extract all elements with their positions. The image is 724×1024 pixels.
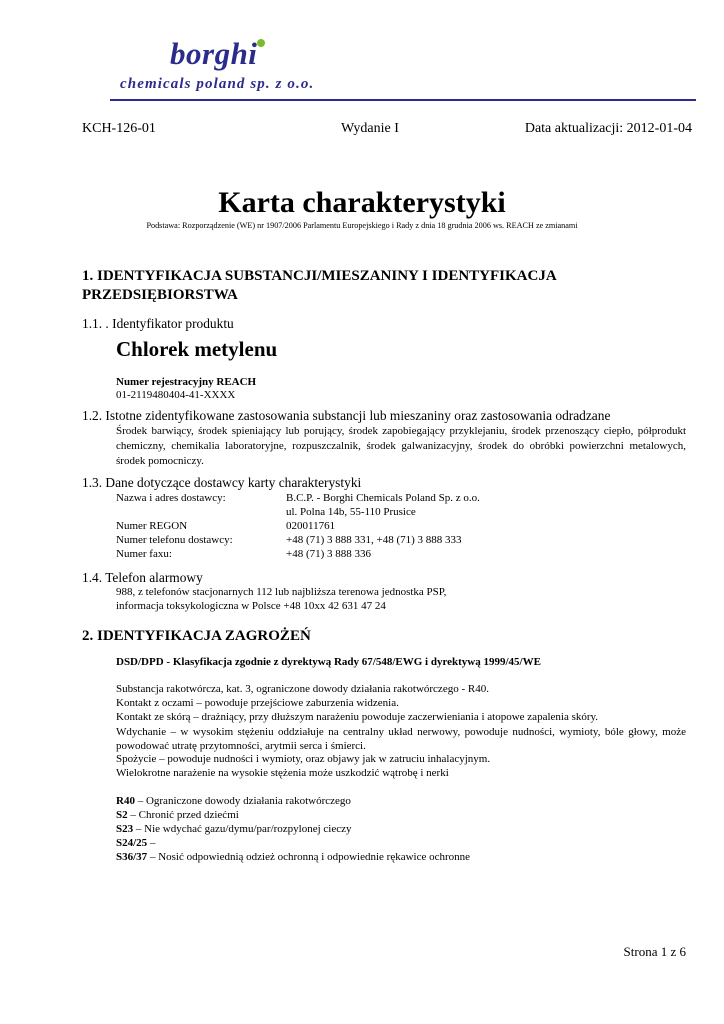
identified-uses: Środek barwiący, środek spieniający lub porujący, środek zapobiegający przyklejaniu, środek przenoszący ciepło, półprodukt chemiczny, chemikalia laboratoryjne, rozpuszczalnik, środek galwanizacyjny, środek do obróbki powierzchni metalowych, środek pomocniczy. <box>116 425 686 468</box>
phrase-text: – Nosić odpowiednią odzież ochronną i odpowiednie rękawice ochronne <box>147 851 471 863</box>
phrase-code: S2 <box>116 809 128 821</box>
page-number: Strona 1 z 6 <box>623 944 686 959</box>
phrase-text: – Ograniczone dowody działania rakotwórczego <box>134 795 351 807</box>
hazard-text: Kontakt ze skórą – drażniący, przy dłuższym narażeniu powoduje zaczerwieniania i atopowe zapalenia skóry. <box>116 711 599 723</box>
company-logo-subtitle: chemicals poland sp. z o.o. <box>120 76 315 92</box>
document-code: KCH-126-01 <box>82 121 156 136</box>
subsection-1-1: 1.1. . Identyfikator produktu <box>82 316 234 331</box>
section-1-heading: 1. IDENTYFIKACJA SUBSTANCJI/MIESZANINY I IDENTYFIKACJA PRZEDSIĘBIORSTWA <box>82 268 556 303</box>
edition-label: Wydanie I <box>341 121 399 136</box>
legal-basis: Podstawa: Rozporządzenie (WE) nr 1907/2006 Parlamentu Europejskiego i Rady z dnia 18 grudnia 2006 ws. REACH ze zmianami <box>146 221 578 230</box>
hazard-text: Spożycie – powoduje nudności i wymioty, oraz objawy jak w zatruciu inhalacyjnym. <box>116 753 491 765</box>
supplier-value: +48 (71) 3 888 336 <box>286 548 372 560</box>
safety-phrase <box>116 809 239 823</box>
supplier-value: +48 (71) 3 888 331, +48 (71) 3 888 333 <box>286 534 462 546</box>
phrase-code: R40 <box>116 795 135 807</box>
safety-phrase <box>116 823 352 837</box>
hazard-text: Wielokrotne narażenie na wysokie stężenia może uszkodzić wątrobę i nerki <box>116 767 449 779</box>
reach-number-label: Numer rejestracyjny REACH <box>116 376 257 388</box>
safety-phrase <box>116 837 155 851</box>
subsection-1-4: 1.4. Telefon alarmowy <box>82 570 203 585</box>
section-2-heading: 2. IDENTYFIKACJA ZAGROŻEŃ <box>82 628 311 644</box>
logo-dot <box>257 39 265 47</box>
reach-number: 01-2119480404-41-XXXX <box>116 389 236 401</box>
supplier-value: B.C.P. - Borghi Chemicals Poland Sp. z o.o. <box>286 492 480 504</box>
emergency-line: informacja toksykologiczna w Polsce +48 10xx 42 631 47 24 <box>116 600 386 612</box>
phrase-code: S24/25 <box>116 837 148 849</box>
hazard-text: Substancja rakotwórcza, kat. 3, ograniczone dowody działania rakotwórczego - R40. <box>116 683 489 695</box>
hazard-text: Kontakt z oczami – powoduje przejściowe zaburzenia widzenia. <box>116 697 399 709</box>
subsection-1-3: 1.3. Dane dotyczące dostawcy karty charakterystyki <box>82 475 362 490</box>
supplier-value: 020011761 <box>286 520 336 532</box>
header-divider <box>110 99 696 101</box>
page-title: Karta charakterystyki <box>218 186 506 219</box>
emergency-line: 988, z telefonów stacjonarnych 112 lub najbliższa terenowa jednostka PSP, <box>116 586 447 598</box>
phrase-code: S23 <box>116 823 134 835</box>
hazard-text: Wdychanie – w wysokim stężeniu oddziałuje na centralny układ nerwowy, powoduje nudności, wymioty, bóle głowy, może powodować utratę przytomności, arytmii serca i śmierci. <box>116 726 686 752</box>
risk-phrase <box>116 795 351 809</box>
phrase-text: – Chronić przed dziećmi <box>127 809 239 821</box>
supplier-label: Numer telefonu dostawcy: <box>116 534 233 546</box>
update-date: Data aktualizacji: 2012-01-04 <box>524 121 692 136</box>
classification-heading: DSD/DPD - Klasyfikacja zgodnie z dyrektywą Rady 67/548/EWG i dyrektywą 1999/45/WE <box>116 656 541 668</box>
company-logo-name: borghi <box>170 36 258 71</box>
supplier-label: Nazwa i adres dostawcy: <box>116 492 226 504</box>
phrase-text: – Nie wdychać gazu/dymu/par/rozpylonej cieczy <box>133 823 352 835</box>
phrase-text: – <box>147 837 156 849</box>
subsection-1-2: 1.2. Istotne zidentyfikowane zastosowania substancji lub mieszaniny oraz zastosowania odradzane <box>82 408 611 423</box>
safety-phrase <box>116 851 470 865</box>
supplier-label: Numer faxu: <box>116 548 172 560</box>
phrase-code: S36/37 <box>116 851 148 863</box>
product-name: Chlorek metylenu <box>116 337 278 361</box>
supplier-label: Numer REGON <box>116 520 188 532</box>
supplier-value: ul. Polna 14b, 55-110 Prusice <box>286 506 416 518</box>
